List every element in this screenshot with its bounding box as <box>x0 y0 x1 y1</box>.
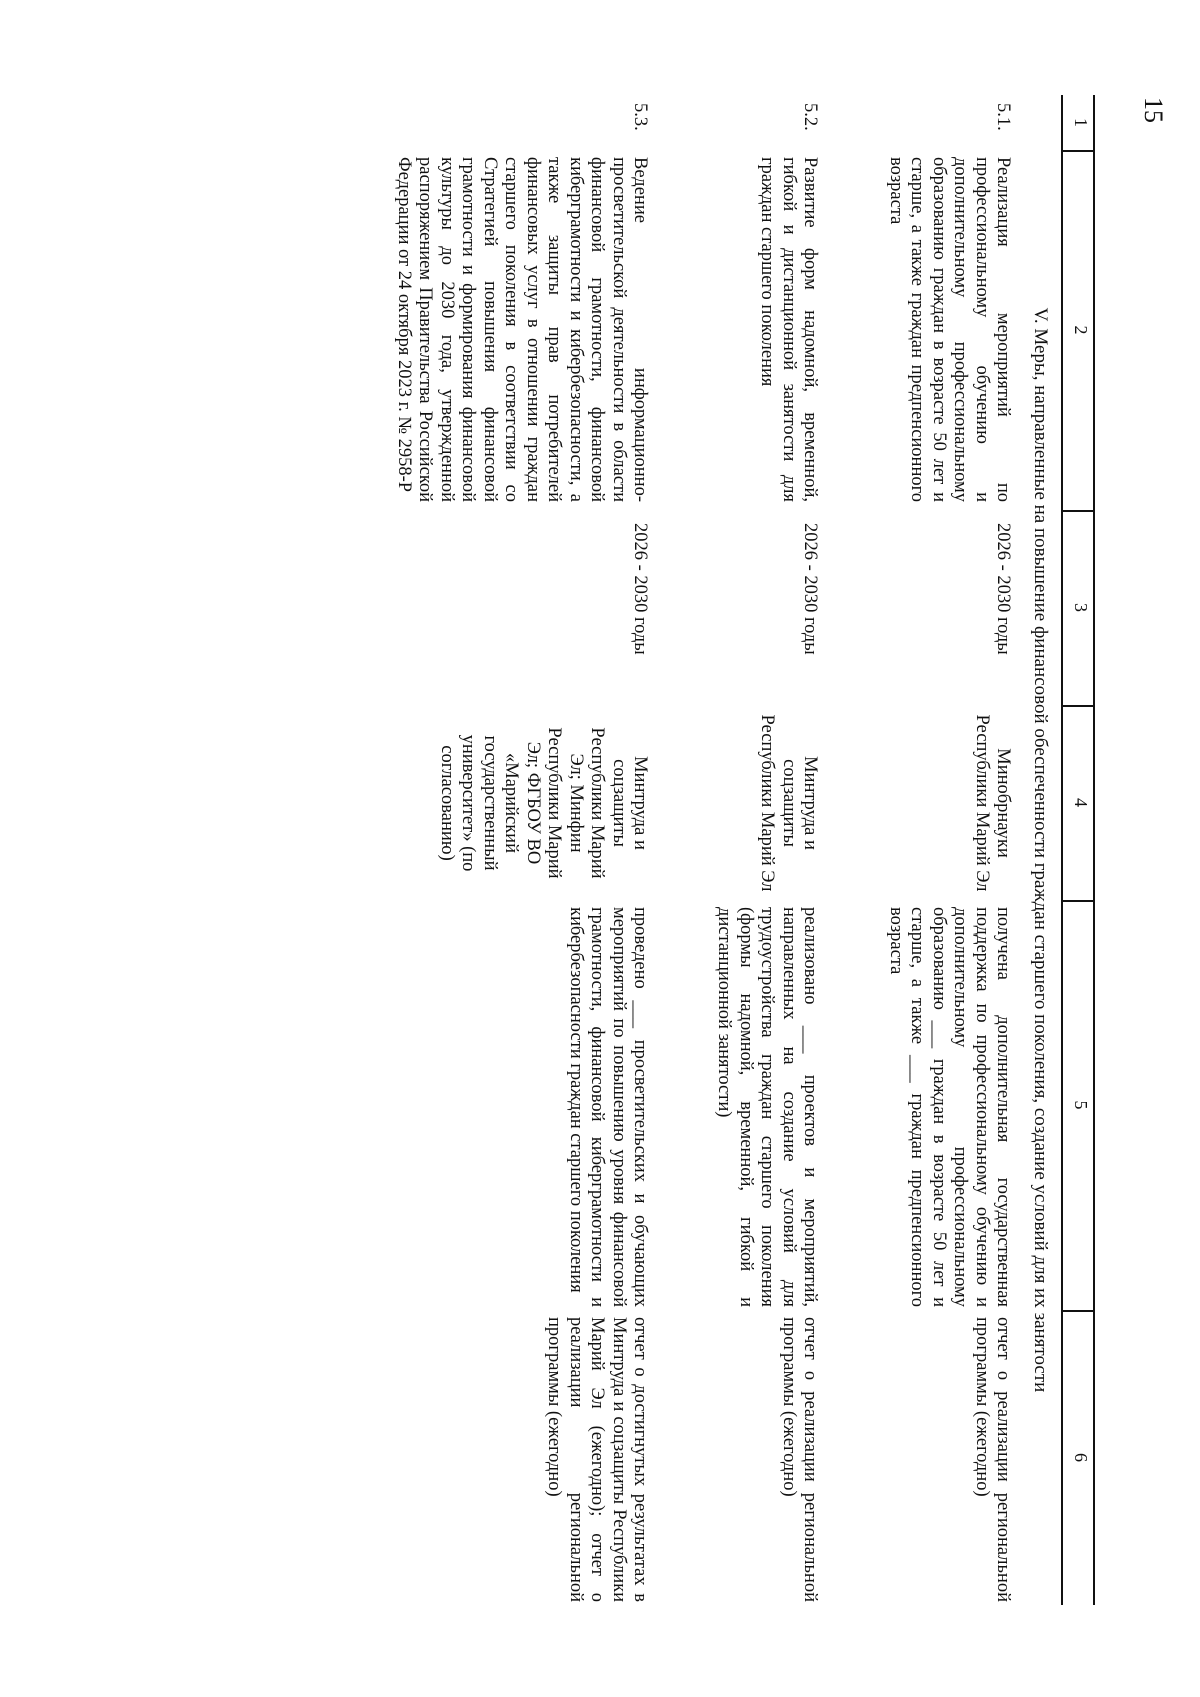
page-number: 15 <box>1139 97 1168 123</box>
executor-text: Минтруда и соцзащиты Республики Марий Эл; Минфин Республики Марий Эл; ФГБОУ ВО «Марийский государственный университет» (по согласованию) <box>436 727 650 879</box>
measure-text: Развитие форм надомной, временной, гибкой и дистанционной занятости для граждан старшего поколения <box>757 157 820 502</box>
col-header-6: 6 <box>1071 1453 1091 1462</box>
period-text: 2026 - 2030 годы <box>993 523 1013 655</box>
section-title: V. Меры, направленные на повышение финансовой обеспеченности граждан старшего поколения, создание условий для их занятости <box>1030 307 1051 1393</box>
row-number: 5.2. <box>800 103 820 131</box>
col-header-1: 1 <box>1071 118 1091 127</box>
report-text: отчет о реализации региональной программы (ежегодно) <box>778 1317 820 1602</box>
period-text: 2026 - 2030 годы <box>630 523 650 655</box>
col-header-3: 3 <box>1071 603 1091 612</box>
report-text: отчет о реализации региональной программы (ежегодно) <box>971 1317 1013 1602</box>
table-header-border <box>1061 95 1063 1605</box>
measure-text: Ведение информационно-просветительской деятельности в области финансовой грамотности, финансовой киберграмотности и кибербезопасности, а также защиты прав потребителей финансовых услуг в отношении граждан старшего поколения в соответствии со Стратегией повышения финансовой грамотности и формирования финансовой культуры до 2030 года, утвержденной распоряжением Правительства Российской Федерации от 24 октября 2023 г. № 2958-Р <box>394 157 650 502</box>
rotated-table <box>145 95 1095 1605</box>
result-text: реализовано ___ проектов и мероприятий, направленных на создание условий для трудоустройства граждан старшего поколения (формы надомной, временной, гибкой и дистанционной занятости) <box>714 907 820 1307</box>
result-text: проведено ___ просветительских и обучающих мероприятий по повышению уровня финансовой грамотности, финансовой киберграмотности и кибербезопасности граждан старшего поколения <box>565 907 650 1307</box>
executor-text: Минтруда и соцзащиты Республики Марий Эл <box>757 714 820 892</box>
result-text: получена дополнительная государственная поддержка по профессиональному обучению и дополнительному профессиональному образованию ___ граждан в возрасте 50 лет и старше, а также ___ граждан предпенсионного возраста <box>885 907 1013 1307</box>
col-header-2: 2 <box>1071 325 1091 335</box>
period-text: 2026 - 2030 годы <box>800 523 820 655</box>
row-number: 5.1. <box>993 103 1013 131</box>
col-header-5: 5 <box>1071 1100 1091 1110</box>
report-text: отчет о достигнутых результатах в Минтруда и соцзащиты Республики Марий Эл (ежегодно); отчет о реализации региональной программы (ежегодно) <box>544 1317 650 1602</box>
executor-text: Минобрнауки Республики Марий Эл <box>971 714 1013 892</box>
col-header-4: 4 <box>1071 798 1091 807</box>
table-top-border <box>1093 95 1095 1605</box>
row-number: 5.3. <box>630 103 650 131</box>
measure-text: Реализация мероприятий по профессиональному обучению и дополнительному профессиональному образованию граждан в возрасте 50 лет и старше, а также граждан предпенсионного возраста <box>885 157 1013 502</box>
